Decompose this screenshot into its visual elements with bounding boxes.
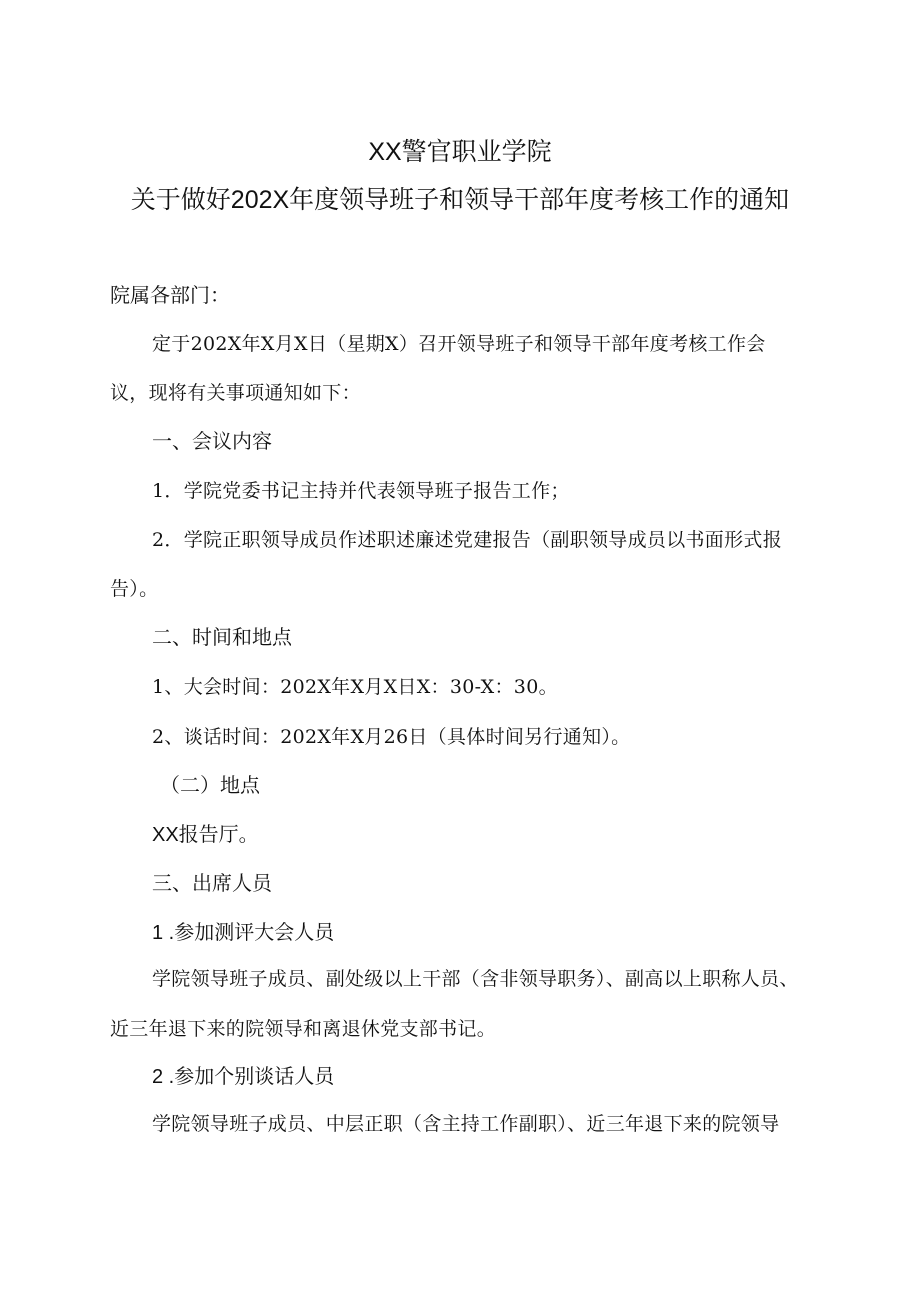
section1-heading: 一、会议内容 <box>152 431 272 453</box>
section1-item1: 1．学院党委书记主持并代表领导班子报告工作； <box>152 480 570 502</box>
intro-paragraph-line2: 议，现将有关事项通知如下： <box>110 382 361 404</box>
salutation: 院属各部门： <box>110 285 230 307</box>
document-title-line2: 关于做好202X年度领导班子和领导干部年度考核工作的通知 <box>130 186 790 214</box>
section3-sub2-heading: 2 .参加个别谈话人员 <box>152 1066 335 1088</box>
section3-heading: 三、出席人员 <box>152 873 272 895</box>
section1-item2-line2: 告）。 <box>110 578 159 600</box>
intro-paragraph-line1: 定于202X年X月X日（星期X）召开领导班子和领导干部年度考核工作会 <box>152 333 766 355</box>
section2-item2: 2、谈话时间：202X年X月26日（具体时间另行通知）。 <box>152 726 631 748</box>
section3-sub2-line1: 学院领导班子成员、中层正职（含主持工作副职）、近三年退下来的院领导 <box>152 1113 780 1135</box>
document-title-line1: XX警官职业学院 <box>368 138 552 166</box>
section2-sub-heading: （二）地点 <box>160 775 260 797</box>
section2-location: XX报告厅。 <box>152 824 259 846</box>
section3-sub1-line2: 近三年退下来的院领导和离退休党支部书记。 <box>110 1018 497 1040</box>
section3-sub1-line1: 学院领导班子成员、副处级以上干部（含非领导职务）、副高以上职称人员、 <box>152 968 799 990</box>
section2-heading: 二、时间和地点 <box>152 627 292 649</box>
section2-item1: 1、大会时间：202X年X月X日X：30-X：30。 <box>152 676 558 698</box>
section1-item2-line1: 2．学院正职领导成员作述职述廉述党建报告（副职领导成员以书面形式报 <box>152 529 782 551</box>
section3-sub1-heading: 1 .参加测评大会人员 <box>152 922 335 944</box>
